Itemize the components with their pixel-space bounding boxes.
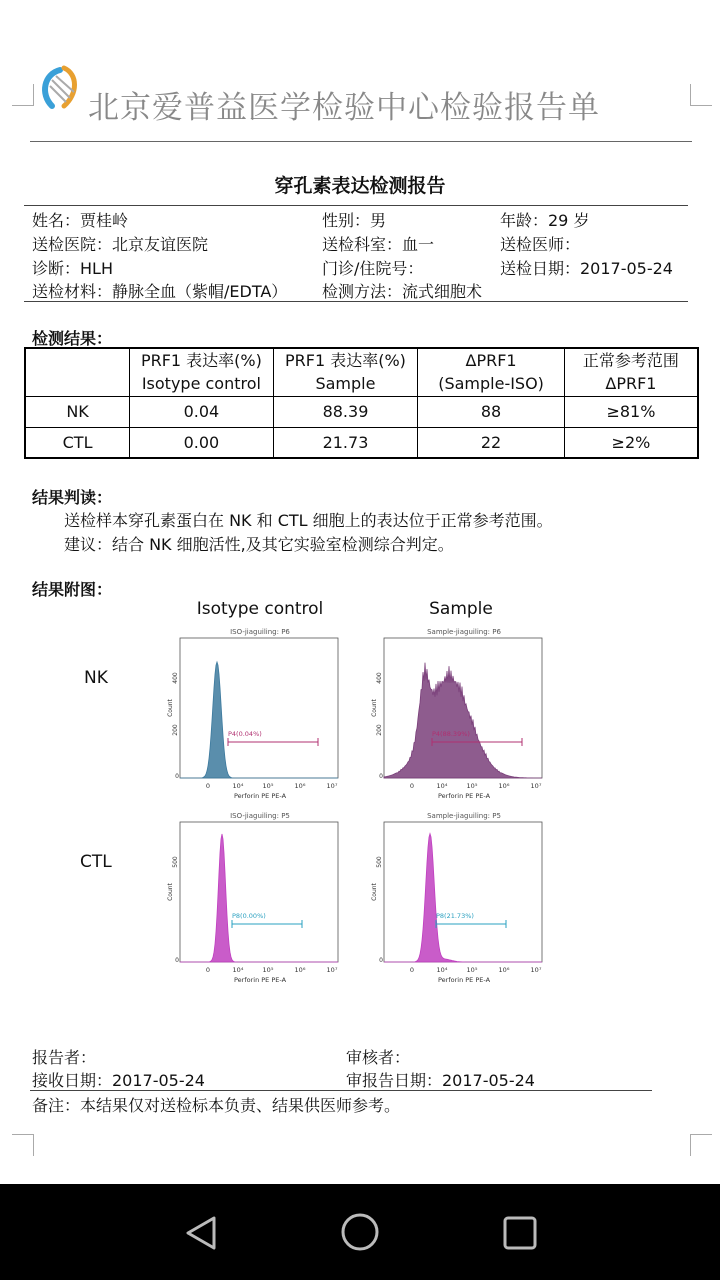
gate-label: P4(0.04%)	[228, 730, 262, 738]
header-line: 正常参考范围	[582, 351, 679, 371]
table-cell: 22	[418, 427, 565, 458]
x-tick-label: 10⁴	[436, 782, 448, 790]
header-line: PRF1 表达率(%)	[140, 351, 262, 371]
gate-label: P4(88.39%)	[432, 730, 470, 738]
y-tick-label: 500	[172, 856, 179, 868]
y-tick-label: 0	[175, 957, 179, 964]
crop-mark-top-left	[12, 84, 34, 106]
interpretation-section-label: 结果判读：	[32, 488, 113, 507]
y-tick-label: 0	[379, 957, 383, 964]
x-tick-label: 10⁷	[326, 966, 338, 974]
recommendation-line: 建议：结合 NK 细胞活性,及其它实验室检测综合判定。	[64, 535, 454, 554]
header-divider	[30, 141, 692, 142]
plot-frame	[384, 822, 542, 962]
table-row	[25, 427, 698, 458]
x-tick-label: 0	[205, 782, 211, 790]
receive-date: 接收日期：2017-05-24	[32, 1071, 205, 1090]
gate-label: P8(21.73%)	[436, 912, 474, 920]
info-top-divider	[24, 205, 688, 206]
test-method: 检测方法：流式细胞术	[322, 282, 483, 301]
x-tick-label: 10⁴	[232, 782, 244, 790]
table-row	[25, 396, 698, 427]
y-axis-label: Count	[371, 883, 378, 901]
back-icon[interactable]	[182, 1214, 220, 1252]
table-header-cell	[564, 348, 698, 396]
header-line: Isotype control	[141, 374, 261, 394]
x-tick-label: 10⁶	[498, 782, 510, 790]
system-navigation-bar	[0, 1184, 720, 1280]
patient-age: 年龄：29 岁	[500, 211, 590, 230]
y-tick-label: 400	[376, 672, 383, 684]
y-tick-label: 0	[379, 773, 383, 780]
histogram-nk-sample	[364, 624, 554, 802]
plot-title: ISO-jiaguiling: P6	[230, 628, 290, 636]
review-date: 审报告日期：2017-05-24	[346, 1071, 535, 1090]
plot-frame	[180, 638, 338, 778]
reporter-label: 报告者：	[32, 1048, 97, 1067]
plot-frame	[180, 822, 338, 962]
figures-section-label: 结果附图：	[32, 580, 113, 599]
histogram-ctl-isotype	[160, 808, 350, 986]
x-tick-label: 10⁷	[530, 966, 542, 974]
table-cell: 88.39	[273, 396, 418, 427]
home-icon[interactable]	[340, 1212, 380, 1252]
row-label-nk: NK	[84, 668, 108, 688]
table-cell: CTL	[25, 427, 130, 458]
lab-header-title: 北京爱普益医学检验中心检验报告单	[88, 90, 600, 126]
table-cell: 21.73	[273, 427, 418, 458]
x-tick-label: 10⁶	[294, 782, 306, 790]
table-cell: NK	[25, 396, 130, 427]
x-tick-label: 10⁴	[232, 966, 244, 974]
crop-mark-bottom-left	[12, 1134, 34, 1156]
x-tick-label: 10⁵	[262, 782, 274, 790]
patient-name: 姓名：贾桂岭	[32, 211, 129, 230]
recents-icon[interactable]	[502, 1215, 538, 1251]
department: 送检科室：血一	[322, 235, 435, 254]
table-cell: 0.04	[130, 396, 274, 427]
table-header-cell	[273, 348, 418, 396]
x-tick-label: 10⁶	[294, 966, 306, 974]
doctor: 送检医师：	[500, 235, 581, 254]
x-tick-label: 10⁷	[326, 782, 338, 790]
table-cell: ≥81%	[564, 396, 698, 427]
x-axis-label: Perforin PE PE-A	[437, 792, 491, 800]
x-tick-label: 0	[409, 966, 415, 974]
table-cell: ≥2%	[564, 427, 698, 458]
y-tick-label: 200	[172, 724, 179, 736]
y-axis-label: Count	[371, 699, 378, 717]
y-axis-label: Count	[167, 699, 174, 717]
table-header-row	[25, 348, 698, 396]
reviewer-label: 审核者：	[346, 1048, 411, 1067]
info-bottom-divider	[24, 301, 688, 302]
header-line: ΔPRF1	[465, 351, 517, 371]
x-tick-label: 10⁶	[498, 966, 510, 974]
header-line: ΔPRF1	[605, 374, 657, 394]
lab-logo-icon	[34, 64, 86, 114]
crop-mark-bottom-right	[690, 1134, 712, 1156]
y-tick-label: 0	[175, 773, 179, 780]
crop-mark-top-right	[690, 84, 712, 106]
plot-title: ISO-jiaguiling: P5	[230, 812, 290, 820]
x-tick-label: 10⁵	[466, 782, 478, 790]
histogram-ctl-sample	[364, 808, 554, 986]
results-table	[24, 347, 699, 459]
x-axis-label: Perforin PE PE-A	[233, 792, 287, 800]
x-axis-label: Perforin PE PE-A	[437, 976, 491, 984]
y-axis-label: Count	[167, 883, 174, 901]
header-line: Sample	[315, 374, 376, 394]
hospital: 送检医院：北京友谊医院	[32, 235, 209, 254]
table-header-cell	[418, 348, 565, 396]
y-tick-label: 500	[376, 856, 383, 868]
interpretation-line: 送检样本穿孔素蛋白在 NK 和 CTL 细胞上的表达位于正常参考范围。	[64, 511, 553, 530]
x-tick-label: 10⁵	[466, 966, 478, 974]
table-cell: 88	[418, 396, 565, 427]
report-title: 穿孔素表达检测报告	[274, 175, 446, 197]
submission-date: 送检日期：2017-05-24	[500, 259, 673, 278]
x-tick-label: 0	[409, 782, 415, 790]
x-tick-label: 10⁷	[530, 782, 542, 790]
header-line: (Sample-ISO)	[438, 374, 544, 394]
row-label-ctl: CTL	[80, 852, 112, 872]
footer-note: 备注：本结果仅对送检标本负责、结果供医师参考。	[32, 1096, 401, 1115]
y-tick-label: 400	[172, 672, 179, 684]
sample-material: 送检材料：静脉全血（紫帽/EDTA）	[32, 282, 288, 301]
table-cell: 0.00	[130, 427, 274, 458]
patient-sex: 性别：男	[322, 211, 387, 230]
table-header-cell	[25, 348, 130, 396]
gate-label: P8(0.00%)	[232, 912, 266, 920]
histogram-nk-isotype	[160, 624, 350, 802]
x-tick-label: 10⁴	[436, 966, 448, 974]
column-label-sample: Sample	[429, 599, 493, 619]
x-tick-label: 10⁵	[262, 966, 274, 974]
table-header-cell	[130, 348, 274, 396]
x-axis-label: Perforin PE PE-A	[233, 976, 287, 984]
footer-divider	[30, 1090, 652, 1091]
column-label-isotype: Isotype control	[196, 599, 324, 619]
x-tick-label: 0	[205, 966, 211, 974]
results-section-label: 检测结果：	[32, 329, 113, 348]
plot-title: Sample-jiaguiling: P5	[427, 812, 501, 820]
diagnosis: 诊断：HLH	[32, 259, 113, 278]
patient-number: 门诊/住院号：	[322, 259, 424, 278]
plot-title: Sample-jiaguiling: P6	[427, 628, 501, 636]
y-tick-label: 200	[376, 724, 383, 736]
header-line: PRF1 表达率(%)	[285, 351, 406, 371]
